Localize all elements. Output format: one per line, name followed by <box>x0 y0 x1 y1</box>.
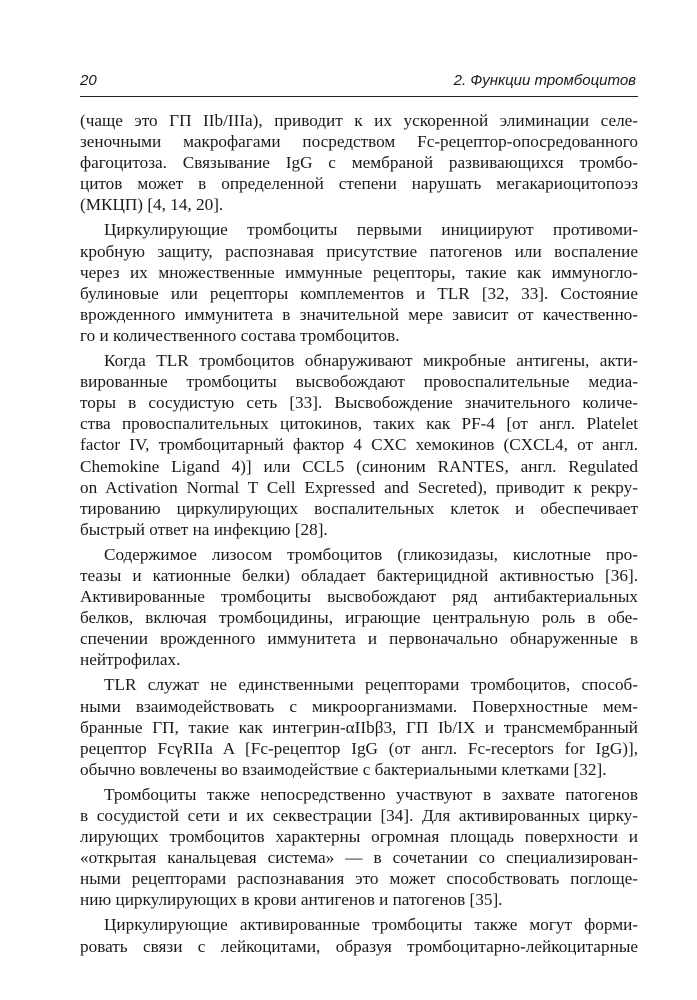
text-line: нейтрофилах. <box>80 650 181 670</box>
text-line: врожденного иммунитета в значительной мере зависит от качественно- <box>80 304 638 324</box>
text-line: тированию циркулирующих воспалительных клеток и обеспечивает <box>80 498 638 518</box>
paragraph <box>80 350 638 540</box>
text-line: обычно вовлечены во взаимодействие с бактериальными клетками [32]. <box>80 759 607 779</box>
text-line: ными рецепторами распознавания это может способствовать поглоще- <box>80 869 638 889</box>
text-line: бранные ГП, такие как интегрин-αIIbβ3, ГП Ib/IX и трансмембранный <box>80 717 638 737</box>
text-line: Когда TLR тромбоцитов обнаруживают микробные антигены, акти- <box>104 351 638 371</box>
page-body <box>80 110 638 961</box>
text-line: рецептор FcγRIIa A [Fc-рецептор IgG (от англ. Fc-receptors for IgG)], <box>80 738 638 758</box>
text-line: on Activation Normal T Cell Expressed and Secreted), приводит к рекру- <box>80 477 638 497</box>
text-line: нию циркулирующих в крови антигенов и патогенов [35]. <box>80 890 503 910</box>
paragraph <box>80 914 638 956</box>
text-line: «открытая канальцевая система» — в сочетании со специализирован- <box>80 848 638 868</box>
header-rule <box>80 96 638 97</box>
text-line: лирующих тромбоцитов характерны огромная площадь поверхности и <box>80 827 638 847</box>
text-line: в сосудистой сети и их секвестрации [34]. Для активированных цирку- <box>80 806 638 825</box>
text-line: (МКЦП) [4, 14, 20]. <box>80 195 224 215</box>
text-line: кробную защиту, распознавая присутствие патогенов или воспаление <box>80 241 638 261</box>
text-line: спечении врожденного иммунитета и первоначально обнаруженные в <box>80 629 638 649</box>
text-line: булиновые или рецепторы комплементов и TLR [32, 33]. Состояние <box>80 283 638 303</box>
text-line: Циркулирующие тромбоциты первыми инициируют противоми- <box>104 220 638 240</box>
text-line: через их множественные иммунные рецепторы, такие как иммуногло- <box>80 262 638 282</box>
text-line: го и количественного состава тромбоцитов. <box>80 325 400 345</box>
text-line: factor IV, тромбоцитарный фактор 4 CXC хемокинов (CXCL4, от англ. <box>80 435 638 455</box>
paragraph <box>80 544 638 671</box>
paragraph <box>80 110 638 215</box>
text-line: цитов может в определенной степени нарушать мегакариоцитопоэз <box>80 174 638 194</box>
text-line: ными взаимодействовать с микроорганизмами. Поверхностные мем- <box>80 696 638 716</box>
text-line: фагоцитоза. Связывание IgG с мембраной развивающихся тромбо- <box>80 153 638 173</box>
text-line: Содержимое лизосом тромбоцитов (гликозидазы, кислотные про- <box>104 544 638 564</box>
text-line: торы в сосудистую сеть [33]. Высвобождение значительного количе- <box>80 393 638 413</box>
text-line: TLR служат не единственными рецепторами тромбоцитов, способ- <box>104 675 638 695</box>
running-title: 2. Функции тромбоцитов <box>453 72 636 89</box>
paragraph <box>80 219 638 346</box>
text-line: ровать связи с лейкоцитами, образуя тромбоцитарно-лейкоцитарные <box>80 936 638 956</box>
text-line: Циркулирующие активированные тромбоциты также могут форми- <box>104 915 638 935</box>
text-line: (чаще это ГП IIb/IIIa), приводит к их ускоренной элиминации селе- <box>80 111 638 130</box>
text-line: теазы и катионные белки) обладает бактерицидной активностью [36]. <box>80 565 638 585</box>
text-line: быстрый ответ на инфекцию [28]. <box>80 519 328 539</box>
paragraph <box>80 784 638 911</box>
page-header <box>80 64 636 94</box>
text-line: белков, включая тромбоцидины, играющие центральную роль в обе- <box>80 608 638 628</box>
text-line: Тромбоциты также непосредственно участвуют в захвате патогенов <box>104 784 638 804</box>
text-line: ства провоспалительных цитокинов, таких как PF-4 [от англ. Platelet <box>80 414 638 434</box>
text-line: Активированные тромбоциты высвобождают ряд антибактериальных <box>80 587 638 607</box>
paragraph <box>80 674 638 779</box>
text-line: вированные тромбоциты высвобождают провоспалительные медиа- <box>80 372 638 392</box>
text-line: зеночными макрофагами посредством Fc-рецептор-опосредованного <box>80 132 638 152</box>
text-line: Chemokine Ligand 4)] или CCL5 (синоним RANTES, англ. Regulated <box>80 456 638 476</box>
page-number: 20 <box>80 72 97 89</box>
